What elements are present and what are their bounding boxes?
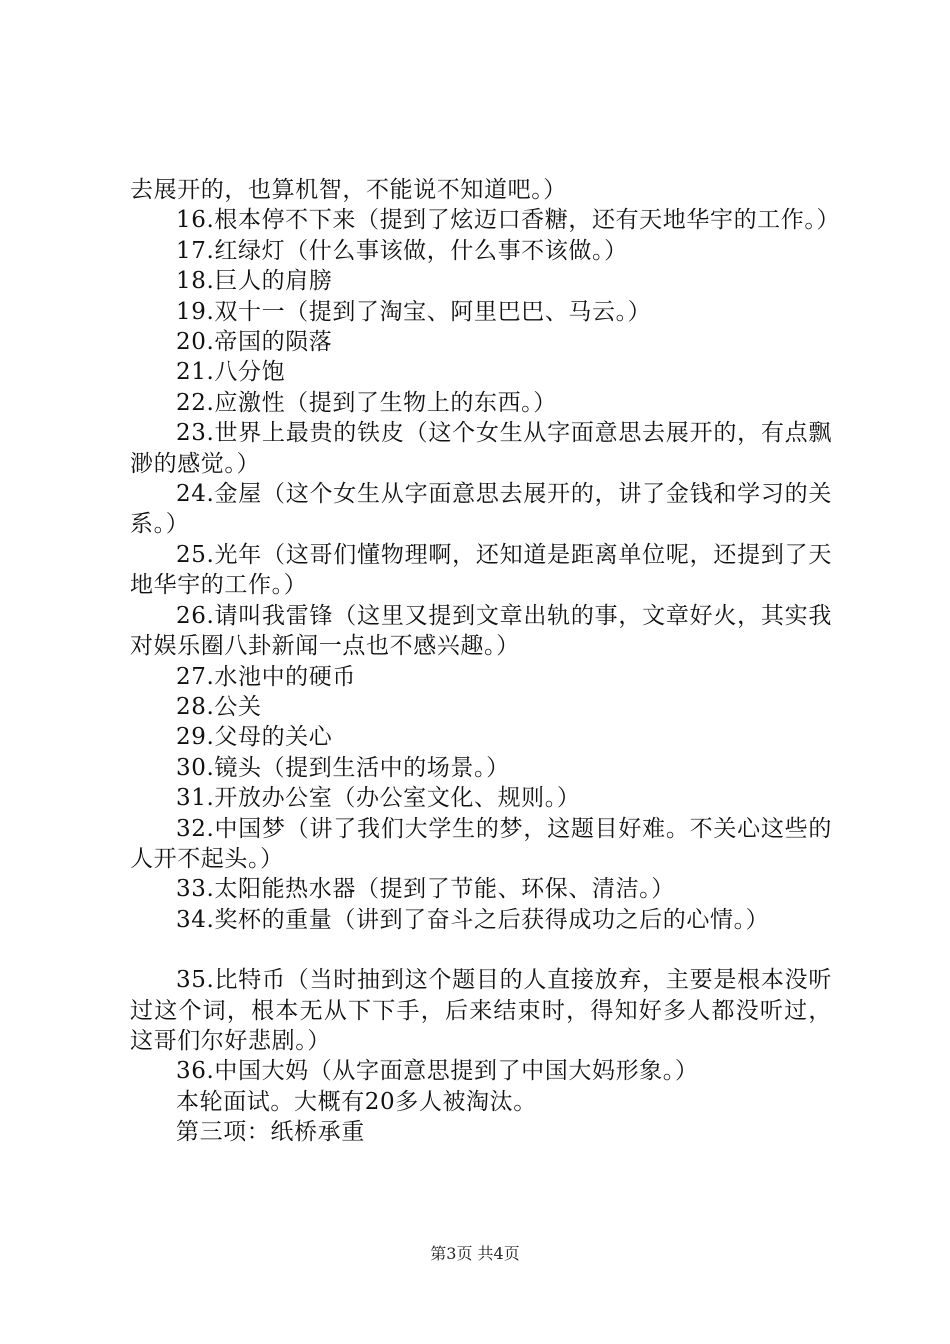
page-footer: 第3页 共4页 bbox=[430, 1244, 520, 1263]
list-item-35: 35.比特币（当时抽到这个题目的人直接放弃，主要是根本没听过这个词，根本无从下下手，后来结束时，得知好多人都没听过，这哥们尔好悲剧。） bbox=[130, 967, 832, 1054]
paragraph-continuation: 去展开的，也算机智，不能说不知道吧。） bbox=[130, 177, 567, 203]
list-item-20: 20.帝国的陨落 bbox=[176, 329, 333, 356]
list-item-34: 34.奖杯的重量（讲到了奋斗之后获得成功之后的心情。） bbox=[176, 906, 770, 933]
list-item-18: 18.巨人的肩膀 bbox=[176, 268, 333, 295]
list-item-28: 28.公关 bbox=[176, 693, 262, 720]
list-item-27: 27.水池中的硬币 bbox=[176, 663, 356, 690]
section-heading: 第三项：纸桥承重 bbox=[176, 1119, 365, 1146]
list-item-31: 31.开放办公室（办公室文化、规则。） bbox=[176, 785, 581, 812]
blank-line bbox=[130, 935, 832, 965]
list-item-32: 32.中国梦（讲了我们大学生的梦，这题目好难。不关心这些的人开不起头。） bbox=[130, 815, 832, 872]
list-item-23: 23.世界上最贵的铁皮（这个女生从字面意思去展开的，有点飘渺的感觉。） bbox=[130, 420, 832, 477]
list-item-21: 21.八分饱 bbox=[176, 359, 286, 386]
list-item-22: 22.应激性（提到了生物上的东西。） bbox=[176, 389, 557, 416]
list-item-25: 25.光年（这哥们懂物理啊，还知道是距离单位呢，还提到了天地华宇的工作。） bbox=[130, 541, 832, 599]
list-item-19: 19.双十一（提到了淘宝、阿里巴巴、马云。） bbox=[176, 298, 652, 325]
list-item-29: 29.父母的关心 bbox=[176, 724, 333, 751]
list-item-17: 17.红绿灯（什么事该做，什么事不该做。） bbox=[176, 237, 628, 264]
list-item-30: 30.镜头（提到生活中的场景。） bbox=[176, 754, 510, 781]
list-item-36: 36.中国大妈（从字面意思提到了中国大妈形象。） bbox=[176, 1058, 699, 1085]
list-item-33: 33.太阳能热水器（提到了节能、环保、清洁。） bbox=[176, 876, 675, 903]
list-item-26: 26.请叫我雷锋（这里又提到文章出轨的事，文章好火，其实我对娱乐圈八卦新闻一点也不感兴趣。） bbox=[130, 602, 832, 660]
list-item-24: 24.金屋（这个女生从字面意思去展开的，讲了金钱和学习的关系。） bbox=[130, 481, 832, 538]
list-item-16: 16.根本停不下来（提到了炫迈口香糖，还有天地华宇的工作。） bbox=[176, 207, 841, 234]
round-summary: 本轮面试。大概有20多人被淘汰。 bbox=[176, 1088, 537, 1115]
document-body bbox=[130, 175, 841, 1148]
